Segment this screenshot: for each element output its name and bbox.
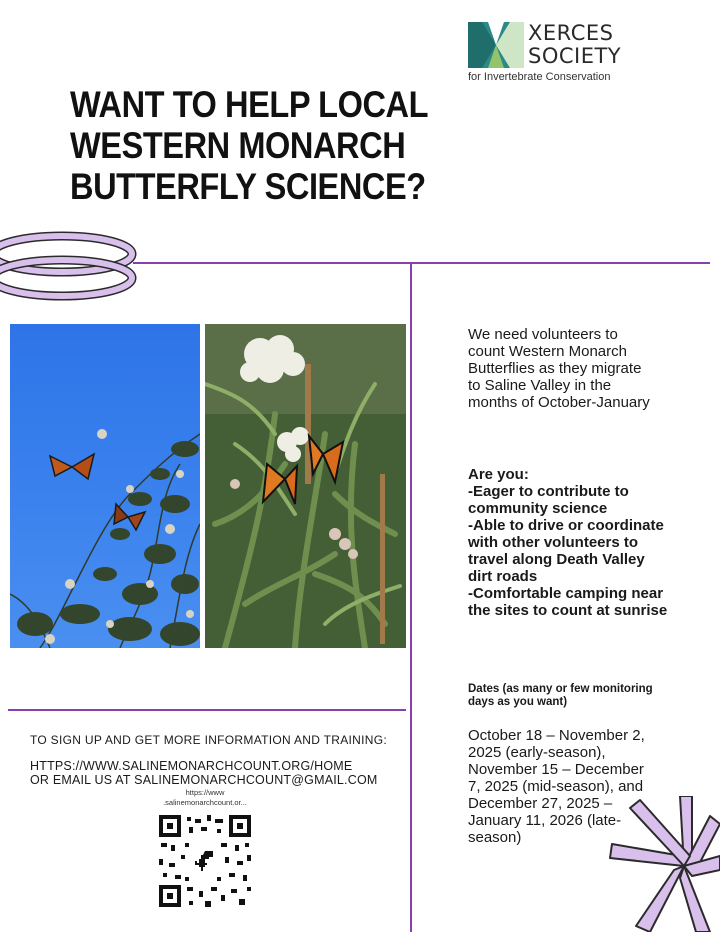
- xerces-logo-mark: [468, 22, 524, 68]
- logo-name-line2: SOCIETY: [528, 44, 622, 68]
- questions-list: [468, 483, 668, 619]
- qr-caption-line1: https://www: [185, 788, 225, 797]
- xerces-logo: [468, 20, 668, 84]
- top-divider: [133, 262, 710, 264]
- dates-label: Dates (as many or few monitoring days as you want): [468, 683, 653, 708]
- qr-code[interactable]: [159, 815, 251, 907]
- monarch-butterfly-icon: [50, 454, 94, 479]
- milkweed-butterfly-photo: [205, 324, 406, 648]
- questions-title: Are you:: [468, 466, 529, 483]
- intro-text: We need volunteers to count Western Monarch Butterflies as they migrate to Saline Valley in the months of October-January: [468, 326, 650, 411]
- signup-email-link[interactable]: OR EMAIL US AT SALINEMONARCHCOUNT@GMAIL.COM: [30, 773, 378, 787]
- butterfly-sky-photo: [10, 324, 200, 648]
- list-item: -Eager to contribute to community science: [468, 483, 629, 517]
- qr-caption-line2: .salinemonarchcount.or...: [163, 798, 247, 807]
- sky-photo-art: [10, 324, 200, 648]
- column-divider: [410, 262, 412, 932]
- logo-tagline: for Invertebrate Conservation: [468, 71, 611, 83]
- logo-name-line1: XERCES: [528, 21, 614, 45]
- monarch-butterfly-icon: [114, 504, 145, 530]
- ring-decoration: [0, 226, 145, 310]
- dates-text: October 18 – November 2, 2025 (early-season), November 15 – December 7, 2025 (mid-season), and December 27, 2025 – January 11, 2026 (late-season): [468, 727, 645, 846]
- star-decoration: [600, 796, 720, 932]
- list-item: -Able to drive or coordinate with other volunteers to travel along Death Valley dirt roads: [468, 517, 664, 585]
- dinosaur-icon: [193, 847, 217, 873]
- milkweed-photo-art: [205, 324, 406, 648]
- signup-url-link[interactable]: HTTPS://WWW.SALINEMONARCHCOUNT.ORG/HOME: [30, 759, 353, 773]
- bottom-left-divider: [8, 709, 406, 711]
- signup-title: TO SIGN UP AND GET MORE INFORMATION AND TRAINING:: [30, 733, 387, 747]
- page-title: WANT TO HELP LOCAL WESTERN MONARCH BUTTERFLY SCIENCE?: [70, 84, 428, 207]
- list-item: -Comfortable camping near the sites to count at sunrise: [468, 585, 668, 619]
